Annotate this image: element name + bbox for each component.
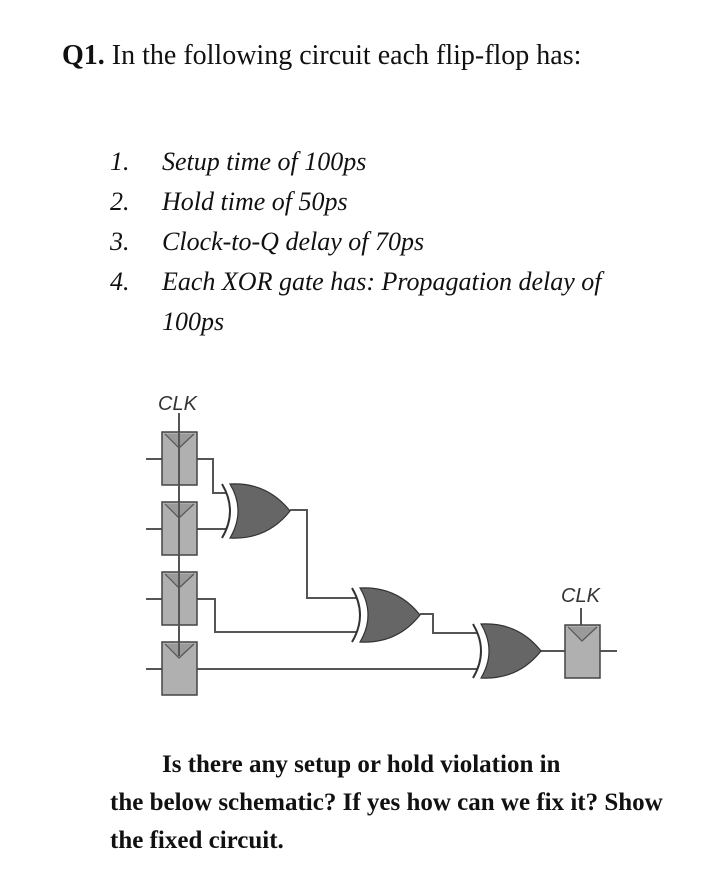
prompt-line1: Is there any setup or hold violation in [162,751,561,778]
clk-label-left: CLK [158,393,197,415]
xor-gate-2 [352,588,420,642]
item-number: 1. [110,147,130,176]
prompt-text [110,746,670,860]
item-number: 3. [110,227,130,256]
item-text: Setup time of 100ps [162,147,367,176]
question-number: Q1. [62,40,105,71]
xor-gate-3 [473,624,541,678]
xor-gate-1 [222,484,290,538]
item-text: Clock-to-Q delay of 70ps [162,227,425,256]
flip-flop-output [565,625,600,678]
item-number: 4. [110,267,130,296]
item-text: Each XOR gate has: Propagation delay of 100ps [162,267,602,336]
question-text: In the following circuit each flip-flop has: [111,40,582,71]
item-text: Hold time of 50ps [162,187,348,216]
prompt-rest: the below schematic? If yes how can we fix it? Show the fixed circuit. [110,789,663,854]
clk-label-right: CLK [561,585,600,607]
item-number: 2. [110,187,130,216]
